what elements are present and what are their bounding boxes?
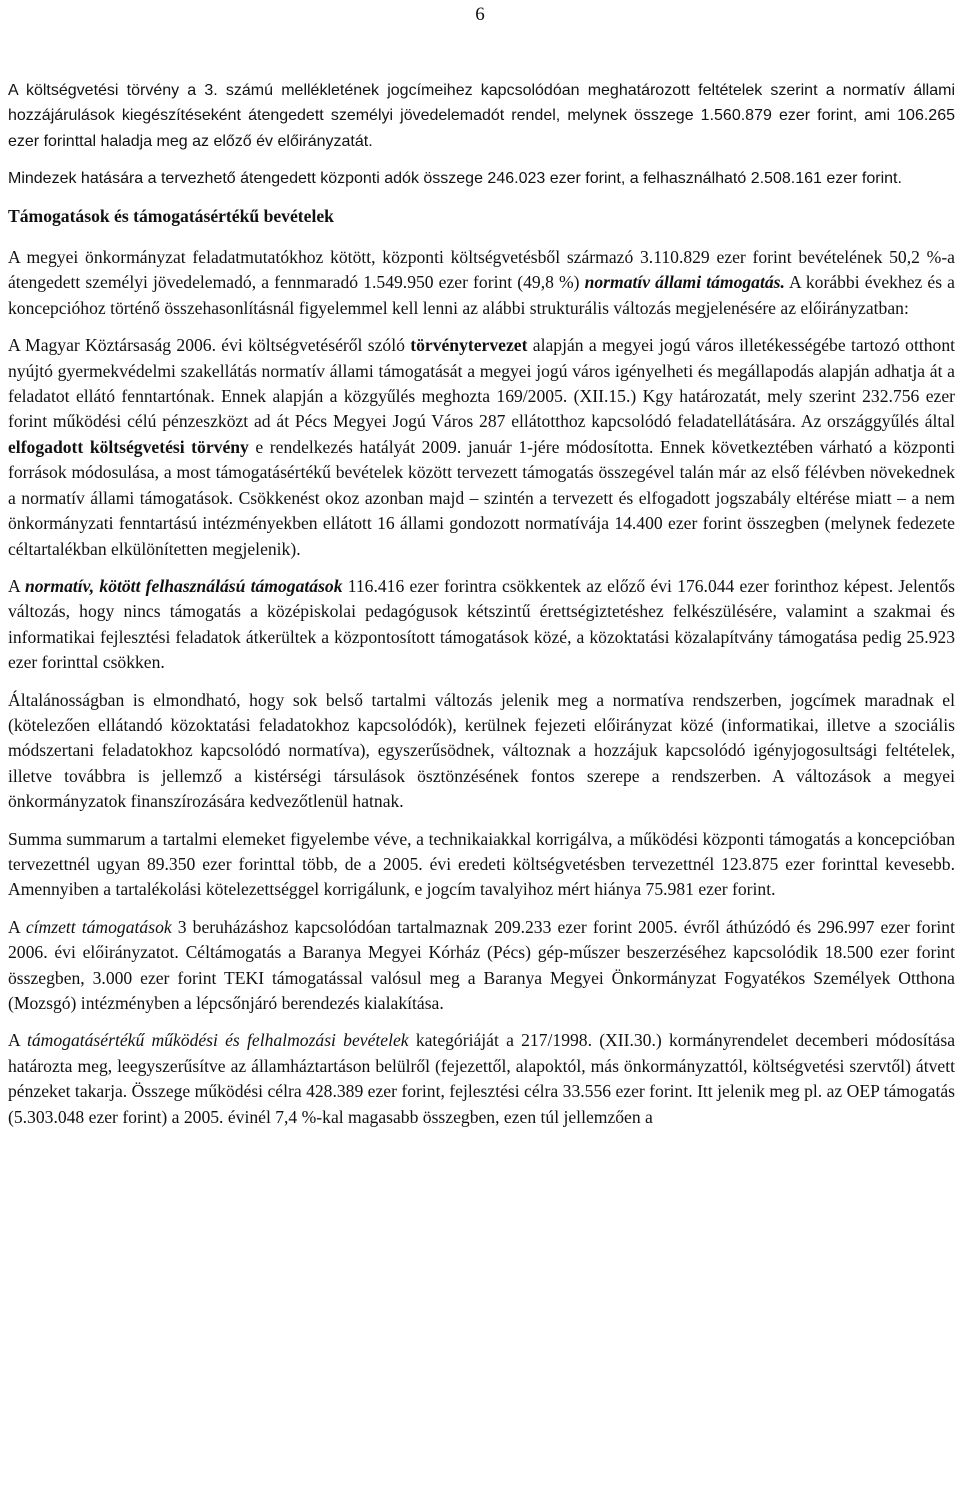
text-segment: A megyei önkormányzat feladatmutatókhoz kötött, központi költségvetésből származó 3.110.829 ezer forint bevételének 50,2 %-a átengedett személyi jövedelemadó, a fennmaradó 1.549.950 ezer forint (49,8 %) xyxy=(8,247,955,293)
emphasis-torvenytervezet: törvénytervezet xyxy=(410,335,528,356)
text-segment: kategóriáját a 217/1998. (XII.30.) kormányrendelet decemberi módosítása határozta meg, leegyszerűsítve az államháztartáson belülről (fejezettől, alapoktól, más önkormányzattól, költségvetési szervtől) átvett pénzeket takarja. Összege működési célra 428.389 ezer forint, fejlesztési célra 33.556 ezer forint. Itt jelenik meg pl. az OEP támogatás (5.303.048 ezer forint) a 2005. évinél 7,4 %-kal magasabb összegben, ezen túl jellemzően a xyxy=(8,1030,956,1127)
paragraph-kotott-tamogatasok xyxy=(8,574,955,676)
paragraph-szja: A költségvetési törvény a 3. számú mellékletének jogcímeihez kapcsolódóan meghatározott feltételek szerint a normatív állami hozzájárulások kiegészítéseként átengedett személyi jövedelemadót rendel, melynek összege 1.560.879 ezer forint, ami 106.265 ezer forinttal haladja meg az előző év előirányzatát. xyxy=(8,82,955,150)
emphasis-normativ-allami: normatív állami támogatás. xyxy=(584,272,785,293)
paragraph-cimzett xyxy=(8,915,955,1017)
emphasis-tamogatasertek: támogatásértékű működési és felhalmozási bevételek xyxy=(26,1030,409,1051)
text-segment: 3 beruházáshoz kapcsolódóan tartalmaznak 209.233 ezer forint 2005. évről áthúzódó és 296.997 ezer forint 2006. évi előirányzatot. Céltámogatás a Baranya Megyei Kórház (Pécs) gép-műszer beszerzéséhez kapcsolódik 18.500 ezer forint összegben, 3.000 ezer forint TEKI támogatással valósul meg a Baranya Megyei Önkormányzat Fogyatékos Személyek Otthona (Mozsgó) intézményben a lépcsőnjáró berendezés kialakítása. xyxy=(8,916,955,1013)
paragraph-normativ xyxy=(8,245,955,321)
emphasis-cimzett: címzett támogatások xyxy=(25,916,172,937)
paragraph-tamogatasertek xyxy=(8,1028,955,1130)
text-segment: 116.416 ezer forintra csökkentek az előző évi 176.044 ezer forinthoz képest. Jelentős változás, hogy nincs támogatás a középiskolai pedagógusok kétszintű érettségiztetéshez felkészülésére, valamint a szakmai és informatikai fejlesztési feladatok átkerültek a központosított támogatások közé, a közoktatási közalapítvány támogatása pedig 25.923 ezer forinttal csökken. xyxy=(8,575,955,673)
text-segment: alapján a megyei jogú város illetékességébe tartozó otthont nyújtó gyermekvédelmi szakellátás normatív állami támogatását a megyei jogú város igényelheti és megállapodás alapján adhatja át a feladatot ellátó fenntartónak. Ennek alapján a közgyűlés meghozta 169/2005. (XII.15.) Kgy határozatát, mely szerint 232.756 ezer forint működési célú pénzeszközt ad át Pécs Megyei Jogú Város 287 ellátotthoz kapcsolódó feladatellátására. Az országgyűlés által xyxy=(8,335,955,432)
emphasis-elfogadott-torveny: elfogadott költségvetési törvény xyxy=(8,436,249,457)
document-body xyxy=(8,78,955,1142)
paragraph-summa: Summa summarum a tartalmi elemeket figyelembe véve, a technikaiakkal korrigálva, a működési központi támogatás a koncepcióban tervezettnél ugyan 89.350 ezer forinttal több, de a 2005. évi eredeti költségvetésben tervezettnél 123.875 ezer forinttal kevesebb. Amennyiben a tartalékolási kötelezettséggel korrigálunk, e jogcím tavalyihoz mért hiánya 75.981 ezer forint. xyxy=(8,828,955,900)
paragraph-kozponti-adok: Mindezek hatására a tervezhető átengedett központi adók összege 246.023 ezer forint, a felhasználható 2.508.161 ezer forint. xyxy=(8,170,902,188)
text-segment: A xyxy=(8,916,26,937)
text-segment: A xyxy=(8,1030,27,1051)
paragraph-torvenytervezet xyxy=(8,333,955,562)
section-heading: Támogatások és támogatásértékű bevételek xyxy=(8,205,334,226)
text-segment: A Magyar Köztársaság 2006. évi költségvetéséről szóló xyxy=(8,335,411,356)
page-number: 6 xyxy=(475,4,485,25)
text-segment: e rendelkezés hatályát 2009. január 1-jére módosította. Ennek következtében várható a központi források módosulása, a most támogatásértékű bevételek között tervezett támogatás összegével talán már az első félévben növekednek a normatív állami támogatások. Csökkenést okoz azonban majd – szintén a tervezett és elfogadott jogszabály eltérése miatt – a nem önkormányzati fenntartású intézményekben ellátott 16 állami gondozott normatívája 14.400 ezer forint összegben (melynek fedezete céltartalékban elkülönítetten megjelenik). xyxy=(8,436,955,559)
text-segment: A korábbi évekhez és a koncepcióhoz történő összehasonlításnál figyelemmel kell lenni az alábbi strukturális változás megjelenésére az előirányzatban: xyxy=(8,272,955,318)
paragraph-altalanossagban: Általánosságban is elmondható, hogy sok belső tartalmi változás jelenik meg a normatíva rendszerben, jogcímek maradnak el (kötelezően ellátandó közoktatási feladatokhoz kapcsolódók), kerülnek fejezeti előirányzat közé (informatikai, illetve a szociális módszertani feladatokhoz kapcsolódó normatíva), egyszerűsödnek, változnak a hozzájuk kapcsolódó igényjogosultsági feltételek, illetve továbbra is jellemző a kistérségi társulások ösztönzésének fontos szerepe a rendszerben. A változások a megyei önkormányzatok finanszírozására kedvezőtlenül hatnak. xyxy=(8,689,955,812)
emphasis-kotott-felhasznalasu: normatív, kötött felhasználású támogatások xyxy=(24,575,343,596)
text-segment: A xyxy=(8,575,25,596)
